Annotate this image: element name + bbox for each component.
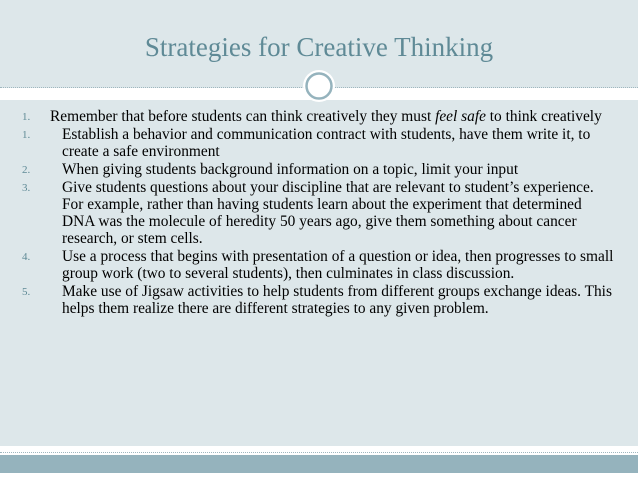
list-item-text: When giving students background information on a topic, limit your input xyxy=(62,161,519,178)
list-item-number: 1. xyxy=(22,111,31,123)
slide-title: Strategies for Creative Thinking xyxy=(144,32,494,62)
list-item-text: Give students questions about your discipline that are relevant to student’s experience. For example, rather than having students learn about the experiment that determined DNA was the molecule of heredity 50 years ago, give them something about cancer research, or stem cells. xyxy=(62,179,594,247)
list-item xyxy=(22,108,614,125)
list-item xyxy=(22,248,614,282)
list-item xyxy=(22,126,614,160)
list-item xyxy=(22,161,614,178)
list-item-number: 5. xyxy=(22,286,31,298)
circle-ornament-icon xyxy=(302,69,336,103)
list-item-text: Establish a behavior and communication contract with students, have them write it, to create a safe environment xyxy=(62,126,591,160)
strategy-list xyxy=(22,108,614,318)
list-item-text-end: to think creatively xyxy=(485,108,602,125)
footer-bar xyxy=(0,455,638,473)
list-item-number: 2. xyxy=(22,164,31,176)
list-item-emphasis: feel safe xyxy=(435,108,486,125)
list-item xyxy=(22,179,614,247)
list-item-text: Make use of Jigsaw activities to help students from different groups exchange ideas. This helps them realize there are different strategies to any given problem. xyxy=(62,283,612,317)
list-item-number: 4. xyxy=(22,251,31,263)
footer-divider xyxy=(0,452,638,453)
list-item-text: Use a process that begins with presentation of a question or idea, then progresses to small group work (two to several students), then culminates in class discussion. xyxy=(62,248,614,282)
list-item xyxy=(22,283,614,317)
list-item-number: 3. xyxy=(22,182,31,194)
list-item-text xyxy=(22,108,614,125)
list-item-text-start: Remember that before students can think creatively they must xyxy=(50,108,436,125)
list-item-number: 1. xyxy=(22,129,31,141)
